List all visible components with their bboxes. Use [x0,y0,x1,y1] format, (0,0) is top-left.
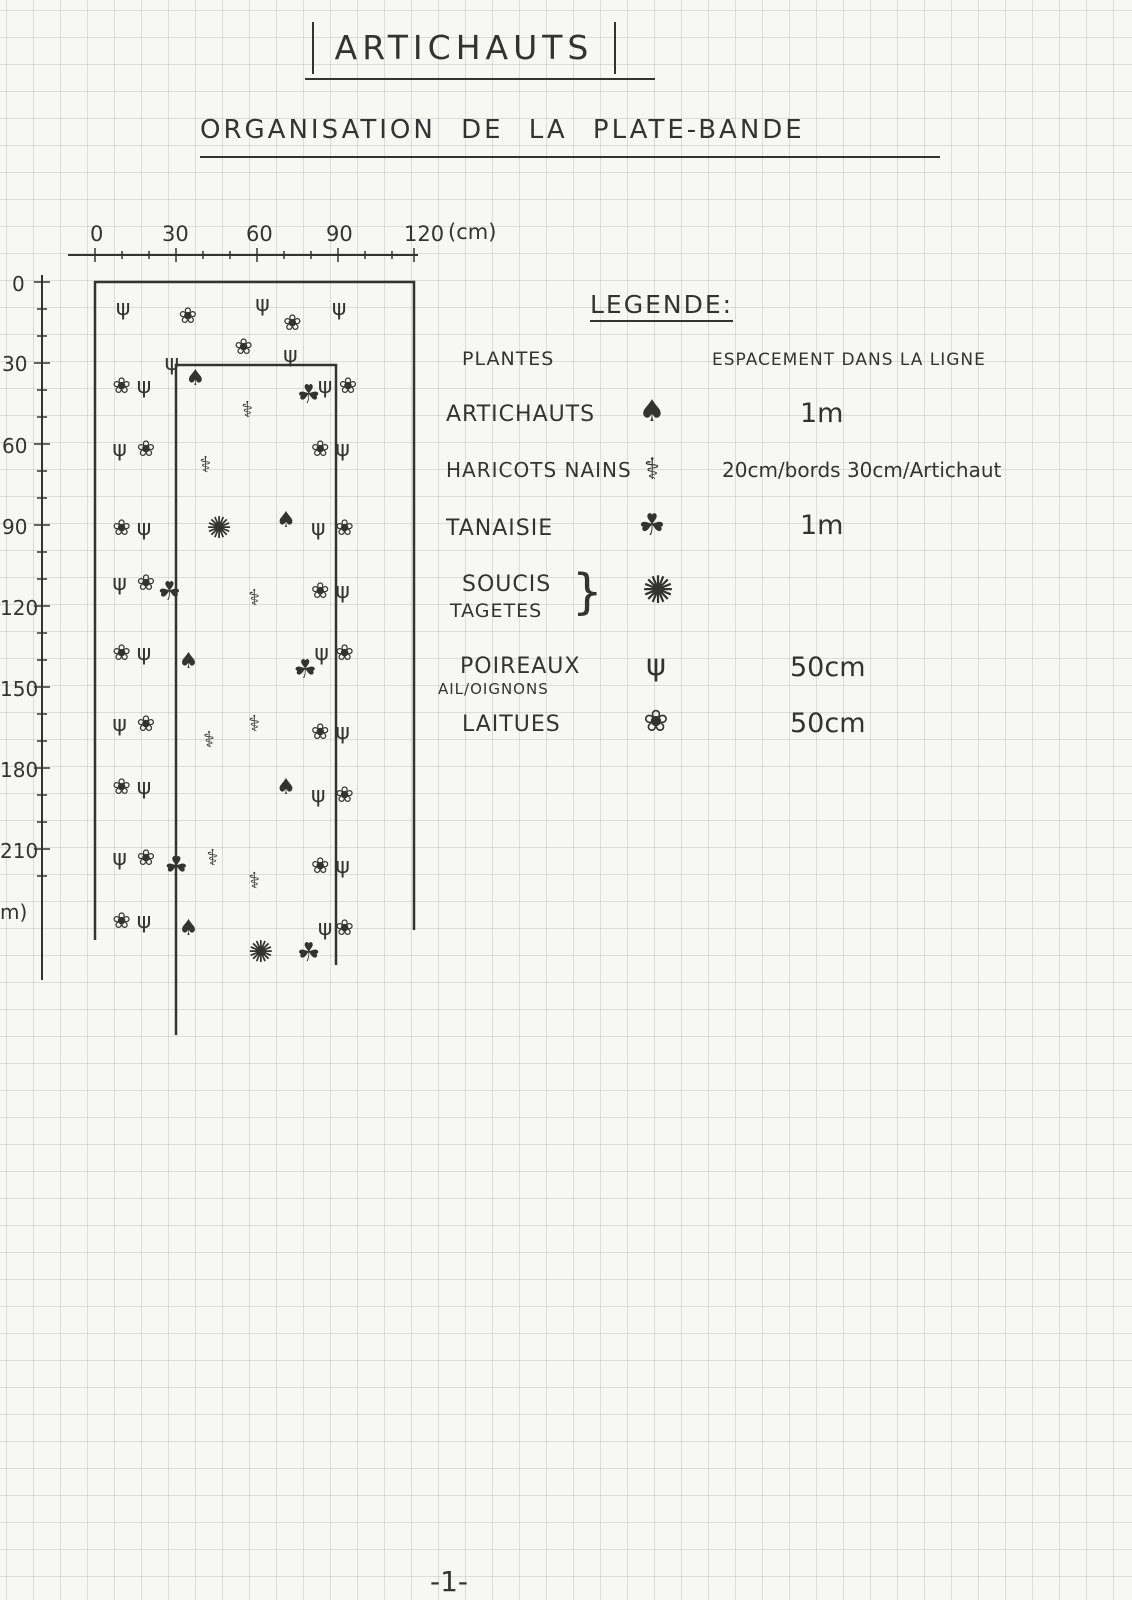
plan-lettuce-icon: ❀ [335,641,354,667]
plan-leek-icon: ψ [136,641,152,667]
legend-name-artichauts: ARTICHAUTS [446,402,596,427]
legend-name-soucis: SOUCIS [462,572,552,597]
subtitle-underline [200,156,940,158]
plan-leek-icon: ψ [136,908,152,934]
legend-col-spacing: ESPACEMENT DANS LA LIGNE [712,350,986,370]
plan-artichoke-icon: ♠ [185,366,206,392]
x-axis-unit: (cm) [448,220,497,244]
plan-leek-icon: ψ [112,437,127,463]
bean-icon: ⚕ [643,452,661,487]
plan-leek-icon: ψ [255,291,270,317]
tansy-icon: ☘ [638,508,666,543]
plan-leek-icon: ψ [283,342,298,368]
plan-bean-icon: ⚕ [199,452,212,478]
legend-spacing-haricots: 20cm/bords 30cm/Artichaut [722,458,1002,482]
legend-name-poireaux: POIREAUX [460,654,581,679]
plan-leek-icon: ψ [317,916,333,942]
plan-lettuce-icon: ❀ [335,916,354,942]
plan-lettuce-icon: ❀ [112,515,131,541]
plan-leek-icon: ψ [317,374,333,400]
plan-lettuce-icon: ❀ [112,641,131,667]
x-tick-90: 90 [326,222,353,246]
plan-tansy-icon: ☘ [297,937,321,968]
plan-lettuce-icon: ❀ [310,578,330,604]
y-tick-30: 30 [2,352,28,376]
plan-lettuce-icon: ❀ [283,311,302,337]
legend-name-laitues: LAITUES [462,712,561,737]
legend-spacing-artichauts: 1m [800,398,844,429]
plan-bean-icon: ⚕ [202,727,215,753]
plan-tansy-icon: ☘ [157,576,181,607]
plan-artichoke-icon: ♠ [276,507,296,533]
plan-lettuce-icon: ❀ [310,719,330,745]
x-tick-0: 0 [90,222,104,246]
plan-lettuce-icon: ❀ [335,515,354,541]
legend-col-plants: PLANTES [462,348,555,370]
plan-lettuce-icon: ❀ [335,782,354,808]
plan-artichoke-icon: ♠ [178,916,199,942]
artichoke-icon: ♠ [638,394,666,429]
plan-leek-icon: ψ [136,374,152,400]
y-tick-180: 180 [0,758,39,782]
plan-leek-icon: ψ [112,845,127,871]
x-tick-120: 120 [404,222,445,246]
legend-name-tagetes: TAGETES [450,600,543,622]
y-tick-90: 90 [2,515,28,539]
y-tick-120: 120 [0,596,39,620]
legend-spacing-tanaisie: 1m [800,510,844,541]
plan-leek-icon: ψ [164,350,180,376]
plan-marigold-icon: ✺ [206,510,232,546]
page-title: ARTICHAUTS [312,22,616,74]
plan-leek-icon: ψ [335,853,350,879]
y-tick-150: 150 [0,677,39,701]
plan-tansy-icon: ☘ [297,380,321,411]
leek-icon: ψ [646,648,666,683]
y-axis-unit: m) [0,900,28,924]
plan-bean-icon: ⚕ [248,712,261,738]
title-underline [305,78,655,80]
plan-tansy-icon: ☘ [293,655,317,686]
plan-lettuce-icon: ❀ [338,374,358,400]
plan-leek-icon: ψ [136,515,152,541]
plan-artichoke-icon: ♠ [178,649,199,675]
plan-bean-icon: ⚕ [206,845,219,871]
plan-lettuce-icon: ❀ [234,334,253,360]
plan-leek-icon: ψ [335,437,350,463]
plan-leek-icon: ψ [136,774,152,800]
plan-leek-icon: ψ [112,570,127,596]
plan-leek-icon: ψ [310,515,326,541]
plan-bean-icon: ⚕ [248,869,261,895]
lettuce-icon: ❀ [643,704,669,739]
page-number: -1- [430,1565,469,1598]
legend-name-haricots: HARICOTS NAINS [446,458,632,482]
legend-name-ail-oignons: AIL/OIGNONS [438,680,549,698]
plan-lettuce-icon: ❀ [112,774,131,800]
plan-lettuce-icon: ❀ [136,712,156,738]
plan-lettuce-icon: ❀ [136,570,156,596]
plan-marigold-icon: ✺ [248,934,274,970]
plan-tansy-icon: ☘ [164,851,188,882]
legend-name-tanaisie: TANAISIE [446,516,554,541]
plan-leek-icon: ψ [331,295,347,321]
legend-spacing-poireaux: 50cm [790,652,866,683]
plan-leek-icon: ψ [335,719,350,745]
plan-leek-icon: ψ [112,712,127,738]
marigold-icon: ✺ [642,568,674,612]
plan-lettuce-icon: ❀ [112,374,131,400]
plan-artichoke-icon: ♠ [276,774,296,800]
page-subtitle: ORGANISATION DE LA PLATE-BANDE [200,115,805,145]
plants-layer [95,282,425,1002]
x-tick-60: 60 [246,222,273,246]
legend-spacing-laitues: 50cm [790,708,866,739]
y-tick-0: 0 [12,272,25,296]
y-tick-60: 60 [2,434,28,458]
y-tick-210: 210 [0,839,39,863]
plan-leek-icon: ψ [335,578,350,604]
plan-lettuce-icon: ❀ [310,437,330,463]
plan-leek-icon: ψ [310,782,326,808]
plan-leek-icon: ψ [314,641,329,667]
plan-lettuce-icon: ❀ [136,437,156,463]
plan-bean-icon: ⚕ [248,586,261,612]
plan-bean-icon: ⚕ [241,397,254,423]
legend-brace: } [572,564,603,620]
plan-leek-icon: ψ [115,295,131,321]
x-tick-30: 30 [162,222,189,246]
plan-lettuce-icon: ❀ [310,853,330,879]
legend-title: LEGENDE: [590,290,733,322]
plan-lettuce-icon: ❀ [136,845,156,871]
plan-lettuce-icon: ❀ [178,303,198,329]
plan-lettuce-icon: ❀ [112,908,131,934]
